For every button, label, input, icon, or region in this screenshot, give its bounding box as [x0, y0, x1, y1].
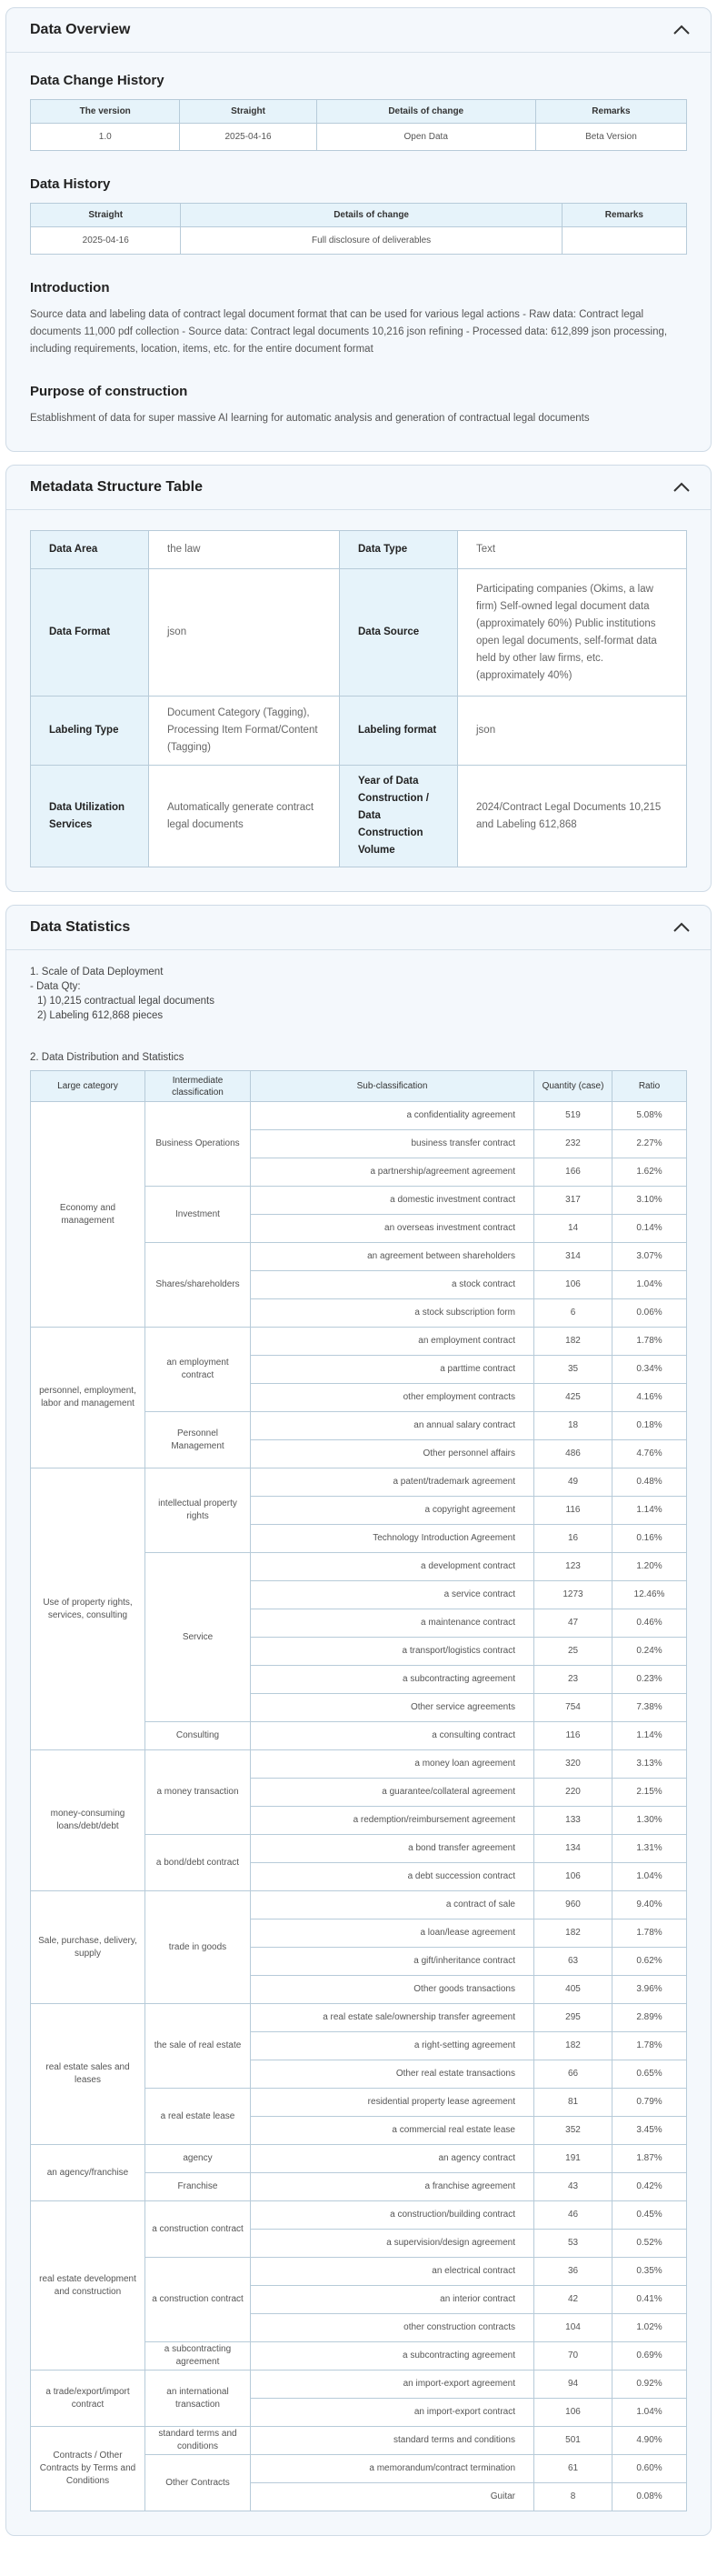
sub-classification-cell: an interior contract — [251, 2286, 534, 2314]
sub-classification-cell: a partnership/agreement agreement — [251, 1158, 534, 1187]
quantity-cell: 46 — [534, 2201, 612, 2230]
sub-classification-cell: a supervision/design agreement — [251, 2230, 534, 2258]
intermediate-category-cell: Investment — [145, 1187, 251, 1243]
ratio-cell: 1.30% — [612, 1807, 687, 1835]
intermediate-category-cell: Service — [145, 1553, 251, 1722]
quantity-cell: 47 — [534, 1609, 612, 1638]
sub-classification-cell: residential property lease agreement — [251, 2089, 534, 2117]
ratio-cell: 0.62% — [612, 1948, 687, 1976]
quantity-cell: 320 — [534, 1750, 612, 1779]
ratio-cell: 1.20% — [612, 1553, 687, 1581]
sub-classification-cell: an annual salary contract — [251, 1412, 534, 1440]
intermediate-category-cell: Personnel Management — [145, 1412, 251, 1468]
quantity-cell: 81 — [534, 2089, 612, 2117]
quantity-cell: 182 — [534, 1919, 612, 1948]
quantity-cell: 14 — [534, 1215, 612, 1243]
column-header: Remarks — [562, 204, 686, 227]
quantity-cell: 116 — [534, 1722, 612, 1750]
ratio-cell: 0.46% — [612, 1609, 687, 1638]
quantity-cell: 133 — [534, 1807, 612, 1835]
ratio-cell: 12.46% — [612, 1581, 687, 1609]
ratio-cell: 0.34% — [612, 1356, 687, 1384]
section-title: Purpose of construction — [30, 384, 188, 399]
quantity-cell: 317 — [534, 1187, 612, 1215]
quantity-cell: 63 — [534, 1948, 612, 1976]
table-row — [31, 697, 687, 766]
section-title: Introduction — [30, 280, 110, 296]
intermediate-category-cell: agency — [145, 2145, 251, 2173]
ratio-cell: 1.14% — [612, 1497, 687, 1525]
sub-classification-cell: a redemption/reimbursement agreement — [251, 1807, 534, 1835]
large-category-cell: Economy and management — [31, 1102, 145, 1328]
chevron-up-icon[interactable] — [672, 478, 691, 496]
quantity-cell: 1273 — [534, 1581, 612, 1609]
column-header: The version — [31, 100, 180, 124]
panel-title: Data Statistics — [30, 919, 131, 935]
meta-value: json — [458, 697, 687, 766]
sub-classification-cell: a parttime contract — [251, 1356, 534, 1384]
sub-classification-cell: Other personnel affairs — [251, 1440, 534, 1468]
quantity-cell: 191 — [534, 2145, 612, 2173]
ratio-cell: 4.76% — [612, 1440, 687, 1468]
quantity-cell: 232 — [534, 1130, 612, 1158]
ratio-cell: 3.10% — [612, 1187, 687, 1215]
sub-classification-cell: a consulting contract — [251, 1722, 534, 1750]
meta-value: Automatically generate contract legal documents — [149, 766, 340, 867]
qty-item: 2) Labeling 612,868 pieces — [37, 1010, 164, 1021]
table-row — [31, 2145, 687, 2173]
ratio-cell: 0.45% — [612, 2201, 687, 2230]
sub-classification-cell: a debt succession contract — [251, 1863, 534, 1891]
table-row — [31, 766, 687, 867]
meta-value: the law — [149, 531, 340, 569]
quantity-cell: 425 — [534, 1384, 612, 1412]
ratio-cell: 2.27% — [612, 1130, 687, 1158]
large-category-cell: a trade/export/import contract — [31, 2371, 145, 2427]
ratio-cell: 0.06% — [612, 1299, 687, 1328]
data-history-table — [30, 203, 687, 255]
quantity-cell: 106 — [534, 1863, 612, 1891]
ratio-cell: 0.41% — [612, 2286, 687, 2314]
purpose-section — [30, 384, 687, 427]
distribution-table-body — [31, 1102, 687, 2511]
quantity-cell: 104 — [534, 2314, 612, 2342]
quantity-cell: 53 — [534, 2230, 612, 2258]
meta-label: Labeling Type — [31, 697, 149, 766]
intermediate-category-cell: Consulting — [145, 1722, 251, 1750]
quantity-cell: 220 — [534, 1779, 612, 1807]
column-header: Details of change — [181, 204, 562, 227]
statistics-panel — [5, 905, 712, 2536]
sub-classification-cell: a guarantee/collateral agreement — [251, 1779, 534, 1807]
quantity-cell: 6 — [534, 1299, 612, 1328]
table-row — [31, 227, 687, 255]
ratio-cell: 0.24% — [612, 1638, 687, 1666]
column-header: Quantity (case) — [534, 1071, 612, 1102]
ratio-cell: 0.65% — [612, 2060, 687, 2089]
sub-classification-cell: Other real estate transactions — [251, 2060, 534, 2089]
intermediate-category-cell: an employment contract — [145, 1328, 251, 1412]
ratio-cell: 0.92% — [612, 2371, 687, 2399]
meta-value: 2024/Contract Legal Documents 10,215 and Labeling 612,868 — [458, 766, 687, 867]
sub-classification-cell: an agreement between shareholders — [251, 1243, 534, 1271]
data-history-section — [30, 176, 687, 255]
quantity-cell: 486 — [534, 1440, 612, 1468]
large-category-cell: personnel, employment, labor and management — [31, 1328, 145, 1468]
table-row — [31, 2371, 687, 2399]
ratio-cell: 1.62% — [612, 1158, 687, 1187]
sub-classification-cell: a memorandum/contract termination — [251, 2455, 534, 2483]
quantity-cell: 18 — [534, 1412, 612, 1440]
ratio-cell: 3.07% — [612, 1243, 687, 1271]
table-row — [31, 2201, 687, 2230]
table-row — [31, 531, 687, 569]
ratio-cell: 7.38% — [612, 1694, 687, 1722]
quantity-cell: 295 — [534, 2004, 612, 2032]
table-cell — [562, 227, 686, 255]
qty-item: 1) 10,215 contractual legal documents — [37, 996, 214, 1007]
ratio-cell: 0.69% — [612, 2342, 687, 2371]
table-row — [31, 2427, 687, 2455]
section-title: Data History — [30, 176, 111, 192]
table-cell: 2025-04-16 — [180, 124, 316, 151]
sub-classification-cell: an import-export agreement — [251, 2371, 534, 2399]
ratio-cell: 1.31% — [612, 1835, 687, 1863]
quantity-cell: 94 — [534, 2371, 612, 2399]
sub-classification-cell: Technology Introduction Agreement — [251, 1525, 534, 1553]
sub-classification-cell: an employment contract — [251, 1328, 534, 1356]
ratio-cell: 0.18% — [612, 1412, 687, 1440]
sub-classification-cell: a real estate sale/ownership transfer agreement — [251, 2004, 534, 2032]
meta-label: Year of Data Construction / Data Construction Volume — [340, 766, 458, 867]
sub-classification-cell: a development contract — [251, 1553, 534, 1581]
table-row — [31, 124, 687, 151]
ratio-cell: 1.02% — [612, 2314, 687, 2342]
sub-classification-cell: a money loan agreement — [251, 1750, 534, 1779]
meta-value: Document Category (Tagging), Processing Item Format/Content (Tagging) — [149, 697, 340, 766]
ratio-cell: 4.90% — [612, 2427, 687, 2455]
metadata-table — [30, 530, 687, 867]
table-cell: 2025-04-16 — [31, 227, 181, 255]
scale-title: 1. Scale of Data Deployment — [30, 967, 164, 977]
sub-classification-cell: an import-export contract — [251, 2399, 534, 2427]
intermediate-category-cell: a real estate lease — [145, 2089, 251, 2145]
data-overview-header[interactable] — [6, 8, 711, 52]
ratio-cell: 0.60% — [612, 2455, 687, 2483]
quantity-cell: 166 — [534, 1158, 612, 1187]
quantity-cell: 49 — [534, 1468, 612, 1497]
meta-label: Data Type — [340, 531, 458, 569]
sub-classification-cell: a patent/trademark agreement — [251, 1468, 534, 1497]
table-row — [31, 1468, 687, 1497]
meta-value: Participating companies (Okims, a law firm) Self-owned legal document data (approximately 60%) Public institutions open legal documents, self-format data held by other law firms, etc. (approximately 40%) — [458, 569, 687, 697]
quantity-cell: 16 — [534, 1525, 612, 1553]
ratio-cell: 1.78% — [612, 2032, 687, 2060]
quantity-cell: 36 — [534, 2258, 612, 2286]
intermediate-category-cell: a construction contract — [145, 2258, 251, 2342]
meta-value: json — [149, 569, 340, 697]
sub-classification-cell: a service contract — [251, 1581, 534, 1609]
metadata-panel — [5, 465, 712, 892]
ratio-cell: 0.14% — [612, 1215, 687, 1243]
quantity-cell: 35 — [534, 1356, 612, 1384]
sub-classification-cell: a copyright agreement — [251, 1497, 534, 1525]
ratio-cell: 3.13% — [612, 1750, 687, 1779]
intermediate-category-cell: a subcontracting agreement — [145, 2342, 251, 2371]
table-row — [31, 2004, 687, 2032]
large-category-cell: real estate development and construction — [31, 2201, 145, 2371]
distribution-table — [30, 1070, 687, 2511]
sub-classification-cell: a transport/logistics contract — [251, 1638, 534, 1666]
purpose-text: Establishment of data for super massive AI learning for automatic analysis and generation of contractual legal documents — [30, 413, 590, 424]
quantity-cell: 61 — [534, 2455, 612, 2483]
chevron-up-icon[interactable] — [672, 21, 691, 39]
ratio-cell: 9.40% — [612, 1891, 687, 1919]
sub-classification-cell: an overseas investment contract — [251, 1215, 534, 1243]
meta-label: Data Format — [31, 569, 149, 697]
column-header: Straight — [180, 100, 316, 124]
sub-classification-cell: Guitar — [251, 2483, 534, 2511]
table-row — [31, 1102, 687, 1130]
intermediate-category-cell: intellectual property rights — [145, 1468, 251, 1553]
table-cell: 1.0 — [31, 124, 180, 151]
metadata-header[interactable] — [6, 466, 711, 509]
quantity-cell: 23 — [534, 1666, 612, 1694]
data-overview-panel — [5, 7, 712, 452]
ratio-cell: 1.04% — [612, 2399, 687, 2427]
table-row — [31, 1328, 687, 1356]
sub-classification-cell: a commercial real estate lease — [251, 2117, 534, 2145]
column-header: Ratio — [612, 1071, 687, 1102]
ratio-cell: 1.04% — [612, 1271, 687, 1299]
quantity-cell: 519 — [534, 1102, 612, 1130]
large-category-cell: Sale, purchase, delivery, supply — [31, 1891, 145, 2004]
large-category-cell: real estate sales and leases — [31, 2004, 145, 2145]
qty-label: - Data Qty: — [30, 981, 81, 992]
quantity-cell: 405 — [534, 1976, 612, 2004]
ratio-cell: 1.78% — [612, 1328, 687, 1356]
column-header: Large category — [31, 1071, 145, 1102]
quantity-cell: 42 — [534, 2286, 612, 2314]
quantity-cell: 25 — [534, 1638, 612, 1666]
large-category-cell: Use of property rights, services, consulting — [31, 1468, 145, 1750]
meta-label: Data Area — [31, 531, 149, 569]
table-cell: Open Data — [316, 124, 535, 151]
quantity-cell: 501 — [534, 2427, 612, 2455]
quantity-cell: 106 — [534, 1271, 612, 1299]
column-header: Remarks — [535, 100, 686, 124]
sub-classification-cell: a contract of sale — [251, 1891, 534, 1919]
introduction-section — [30, 280, 687, 358]
ratio-cell: 0.52% — [612, 2230, 687, 2258]
scale-section — [30, 965, 687, 1023]
meta-value: Text — [458, 531, 687, 569]
intermediate-category-cell: a bond/debt contract — [145, 1835, 251, 1891]
large-category-cell: money-consuming loans/debt/debt — [31, 1750, 145, 1891]
sub-classification-cell: a stock subscription form — [251, 1299, 534, 1328]
sub-classification-cell: a confidentiality agreement — [251, 1102, 534, 1130]
introduction-text: Source data and labeling data of contract legal document format that can be used for various legal actions - Raw data: Contract legal documents 11,000 pdf collection - Source data: Contract legal documents 10,216 json refining - Processed data: 612,899 json processing, including requirements, location, items, etc. for the entire document format — [30, 309, 668, 355]
ratio-cell: 1.04% — [612, 1863, 687, 1891]
table-row — [31, 569, 687, 697]
sub-classification-cell: other construction contracts — [251, 2314, 534, 2342]
column-header: Intermediate classification — [145, 1071, 251, 1102]
quantity-cell: 8 — [534, 2483, 612, 2511]
sub-classification-cell: a bond transfer agreement — [251, 1835, 534, 1863]
ratio-cell: 0.48% — [612, 1468, 687, 1497]
quantity-cell: 66 — [534, 2060, 612, 2089]
quantity-cell: 43 — [534, 2173, 612, 2201]
intermediate-category-cell: the sale of real estate — [145, 2004, 251, 2089]
sub-classification-cell: a domestic investment contract — [251, 1187, 534, 1215]
table-row — [31, 1750, 687, 1779]
ratio-cell: 1.87% — [612, 2145, 687, 2173]
chevron-up-icon[interactable] — [672, 918, 691, 937]
sub-classification-cell: a subcontracting agreement — [251, 1666, 534, 1694]
ratio-cell: 0.16% — [612, 1525, 687, 1553]
column-header: Sub-classification — [251, 1071, 534, 1102]
intermediate-category-cell: a money transaction — [145, 1750, 251, 1835]
change-history-table — [30, 99, 687, 151]
large-category-cell: Contracts / Other Contracts by Terms and Conditions — [31, 2427, 145, 2511]
statistics-header[interactable] — [6, 906, 711, 949]
intermediate-category-cell: Other Contracts — [145, 2455, 251, 2511]
panel-title: Metadata Structure Table — [30, 479, 203, 495]
sub-classification-cell: a subcontracting agreement — [251, 2342, 534, 2371]
quantity-cell: 134 — [534, 1835, 612, 1863]
intermediate-category-cell: standard terms and conditions — [145, 2427, 251, 2455]
ratio-cell: 2.89% — [612, 2004, 687, 2032]
sub-classification-cell: a franchise agreement — [251, 2173, 534, 2201]
meta-label: Data Utilization Services — [31, 766, 149, 867]
distribution-title: 2. Data Distribution and Statistics — [30, 1052, 184, 1063]
ratio-cell: 1.14% — [612, 1722, 687, 1750]
ratio-cell: 0.79% — [612, 2089, 687, 2117]
table-row — [31, 1891, 687, 1919]
quantity-cell: 123 — [534, 1553, 612, 1581]
sub-classification-cell: business transfer contract — [251, 1130, 534, 1158]
ratio-cell: 5.08% — [612, 1102, 687, 1130]
meta-label: Labeling format — [340, 697, 458, 766]
ratio-cell: 3.45% — [612, 2117, 687, 2145]
ratio-cell: 1.78% — [612, 1919, 687, 1948]
column-header: Details of change — [316, 100, 535, 124]
section-title: Data Change History — [30, 73, 164, 88]
sub-classification-cell: standard terms and conditions — [251, 2427, 534, 2455]
quantity-cell: 116 — [534, 1497, 612, 1525]
ratio-cell: 4.16% — [612, 1384, 687, 1412]
change-history-section — [30, 73, 687, 151]
quantity-cell: 314 — [534, 1243, 612, 1271]
sub-classification-cell: a construction/building contract — [251, 2201, 534, 2230]
sub-classification-cell: a loan/lease agreement — [251, 1919, 534, 1948]
intermediate-category-cell: Shares/shareholders — [145, 1243, 251, 1328]
ratio-cell: 0.35% — [612, 2258, 687, 2286]
ratio-cell: 3.96% — [612, 1976, 687, 2004]
sub-classification-cell: a gift/inheritance contract — [251, 1948, 534, 1976]
table-cell: Full disclosure of deliverables — [181, 227, 562, 255]
intermediate-category-cell: Business Operations — [145, 1102, 251, 1187]
ratio-cell: 0.08% — [612, 2483, 687, 2511]
table-cell: Beta Version — [535, 124, 686, 151]
column-header: Straight — [31, 204, 181, 227]
sub-classification-cell: an agency contract — [251, 2145, 534, 2173]
intermediate-category-cell: trade in goods — [145, 1891, 251, 2004]
intermediate-category-cell: an international transaction — [145, 2371, 251, 2427]
quantity-cell: 182 — [534, 1328, 612, 1356]
intermediate-category-cell: Franchise — [145, 2173, 251, 2201]
sub-classification-cell: Other service agreements — [251, 1694, 534, 1722]
quantity-cell: 754 — [534, 1694, 612, 1722]
panel-title: Data Overview — [30, 22, 131, 37]
intermediate-category-cell: a construction contract — [145, 2201, 251, 2258]
sub-classification-cell: Other goods transactions — [251, 1976, 534, 2004]
quantity-cell: 106 — [534, 2399, 612, 2427]
ratio-cell: 0.23% — [612, 1666, 687, 1694]
quantity-cell: 182 — [534, 2032, 612, 2060]
sub-classification-cell: a maintenance contract — [251, 1609, 534, 1638]
meta-label: Data Source — [340, 569, 458, 697]
ratio-cell: 2.15% — [612, 1779, 687, 1807]
quantity-cell: 352 — [534, 2117, 612, 2145]
sub-classification-cell: a right-setting agreement — [251, 2032, 534, 2060]
large-category-cell: an agency/franchise — [31, 2145, 145, 2201]
sub-classification-cell: other employment contracts — [251, 1384, 534, 1412]
quantity-cell: 960 — [534, 1891, 612, 1919]
quantity-cell: 70 — [534, 2342, 612, 2371]
ratio-cell: 0.42% — [612, 2173, 687, 2201]
sub-classification-cell: an electrical contract — [251, 2258, 534, 2286]
sub-classification-cell: a stock contract — [251, 1271, 534, 1299]
